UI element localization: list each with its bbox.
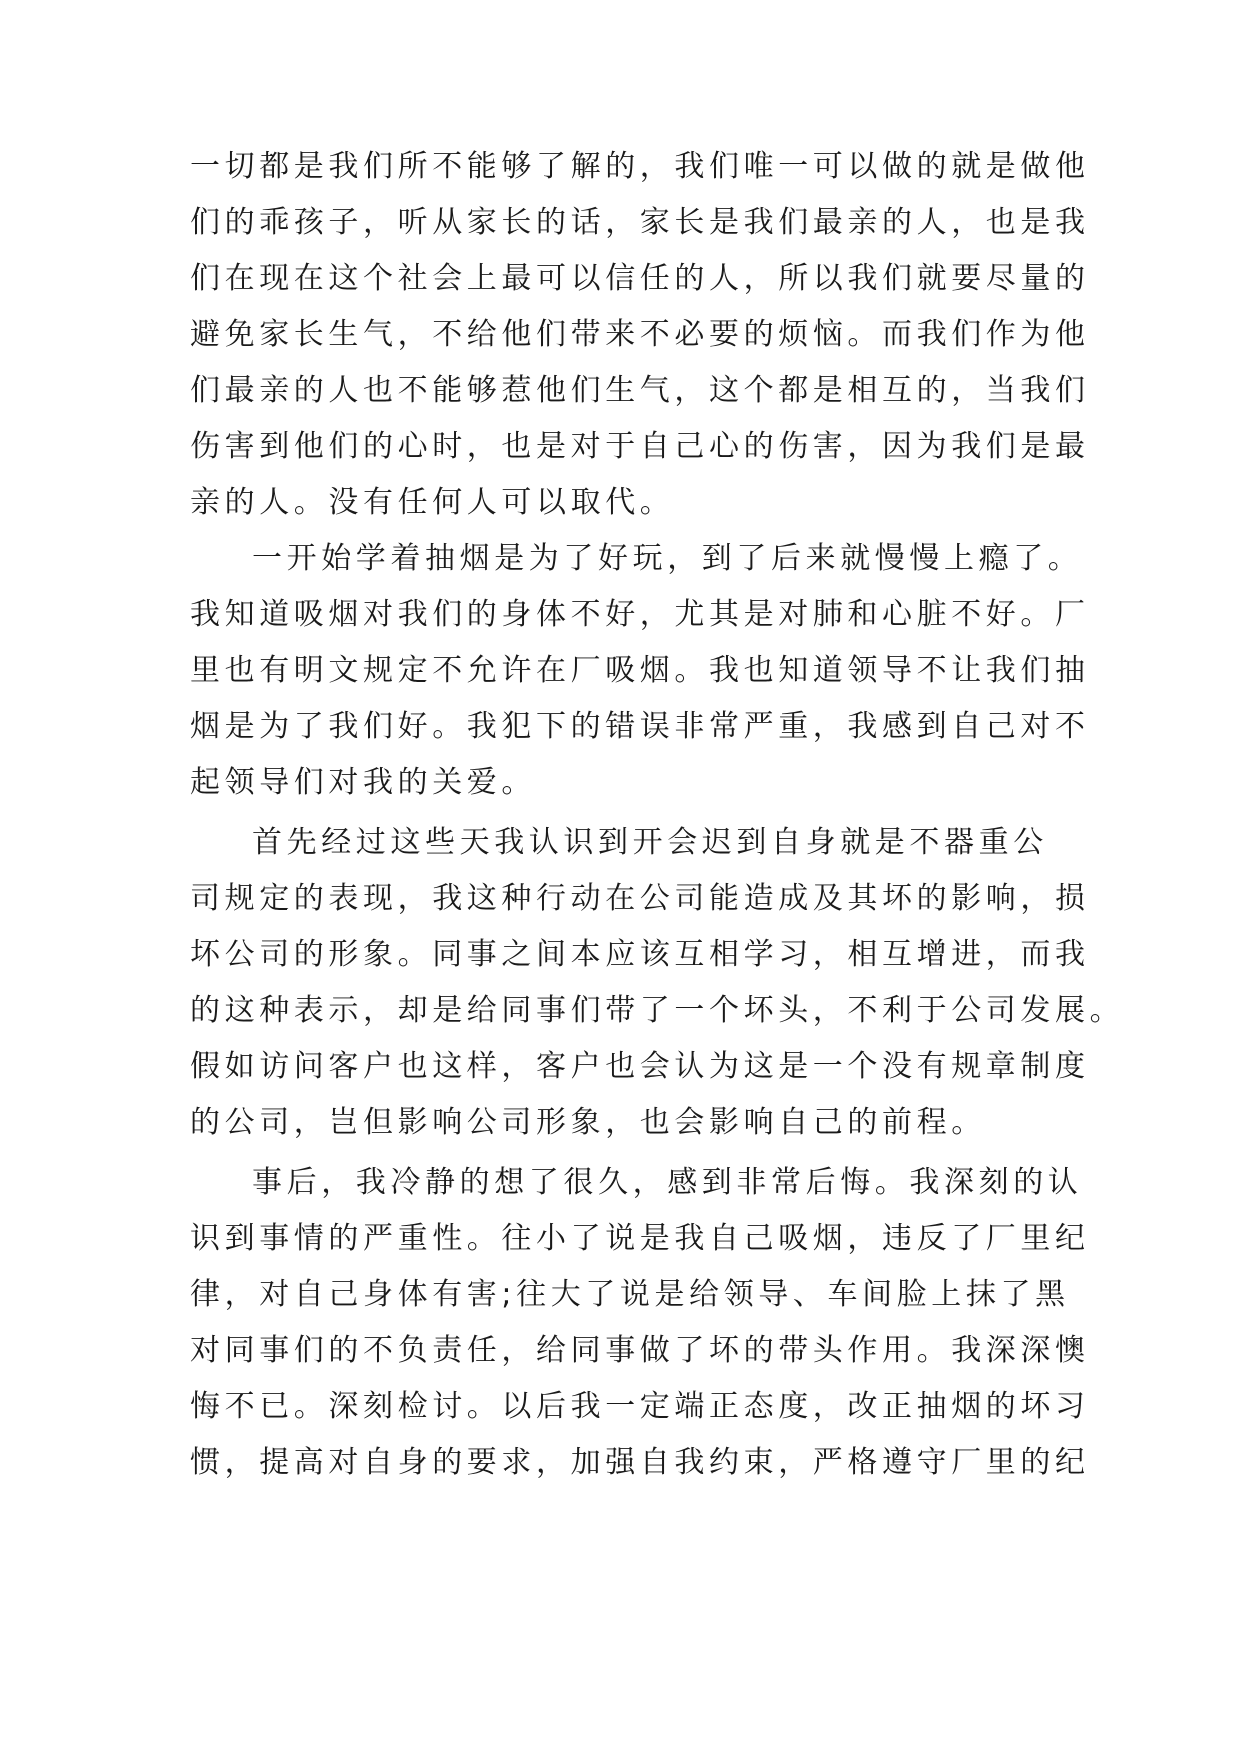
text-line: 的这种表示，却是给同事们带了一个坏头，不利于公司发展。	[190, 993, 1125, 1028]
text-line: 律，对自己身体有害;往大了说是给领导、车间脸上抹了黑	[190, 1277, 1070, 1312]
text-line: 们最亲的人也不能够惹他们生气，这个都是相互的，当我们	[190, 373, 1090, 408]
text-line-indented: 首先经过这些天我认识到开会迟到自身就是不器重公	[252, 825, 1048, 860]
text-line: 避免家长生气，不给他们带来不必要的烦恼。而我们作为他	[190, 317, 1090, 352]
text-line: 一切都是我们所不能够了解的，我们唯一可以做的就是做他	[190, 149, 1090, 184]
text-line: 惯，提高对自身的要求，加强自我约束，严格遵守厂里的纪	[190, 1445, 1090, 1480]
text-line: 里也有明文规定不允许在厂吸烟。我也知道领导不让我们抽	[190, 653, 1090, 688]
text-line-indented: 事后，我冷静的想了很久，感到非常后悔。我深刻的认	[252, 1165, 1083, 1200]
text-line: 的公司，岂但影响公司形象，也会影响自己的前程。	[190, 1105, 986, 1140]
text-line: 烟是为了我们好。我犯下的错误非常严重，我感到自己对不	[190, 709, 1090, 744]
text-line: 亲的人。没有任何人可以取代。	[190, 485, 675, 520]
text-line: 们的乖孩子，听从家长的话，家长是我们最亲的人，也是我	[190, 205, 1090, 240]
text-line: 们在现在这个社会上最可以信任的人，所以我们就要尽量的	[190, 261, 1090, 296]
text-line: 我知道吸烟对我们的身体不好，尤其是对肺和心脏不好。厂	[190, 597, 1090, 632]
text-line: 对同事们的不负责任，给同事做了坏的带头作用。我深深懊	[190, 1333, 1090, 1368]
text-line: 悔不已。深刻检讨。以后我一定端正态度，改正抽烟的坏习	[190, 1389, 1090, 1424]
text-line: 识到事情的严重性。往小了说是我自己吸烟，违反了厂里纪	[190, 1221, 1090, 1256]
text-line: 司规定的表现，我这种行动在公司能造成及其坏的影响，损	[190, 881, 1090, 916]
text-line: 假如访问客户也这样，客户也会认为这是一个没有规章制度	[190, 1049, 1090, 1084]
text-line: 伤害到他们的心时，也是对于自己心的伤害，因为我们是最	[190, 429, 1090, 464]
text-line: 坏公司的形象。同事之间本应该互相学习，相互增进，而我	[190, 937, 1090, 972]
text-line: 起领导们对我的关爱。	[190, 765, 536, 800]
text-line-indented: 一开始学着抽烟是为了好玩，到了后来就慢慢上瘾了。	[252, 541, 1083, 576]
